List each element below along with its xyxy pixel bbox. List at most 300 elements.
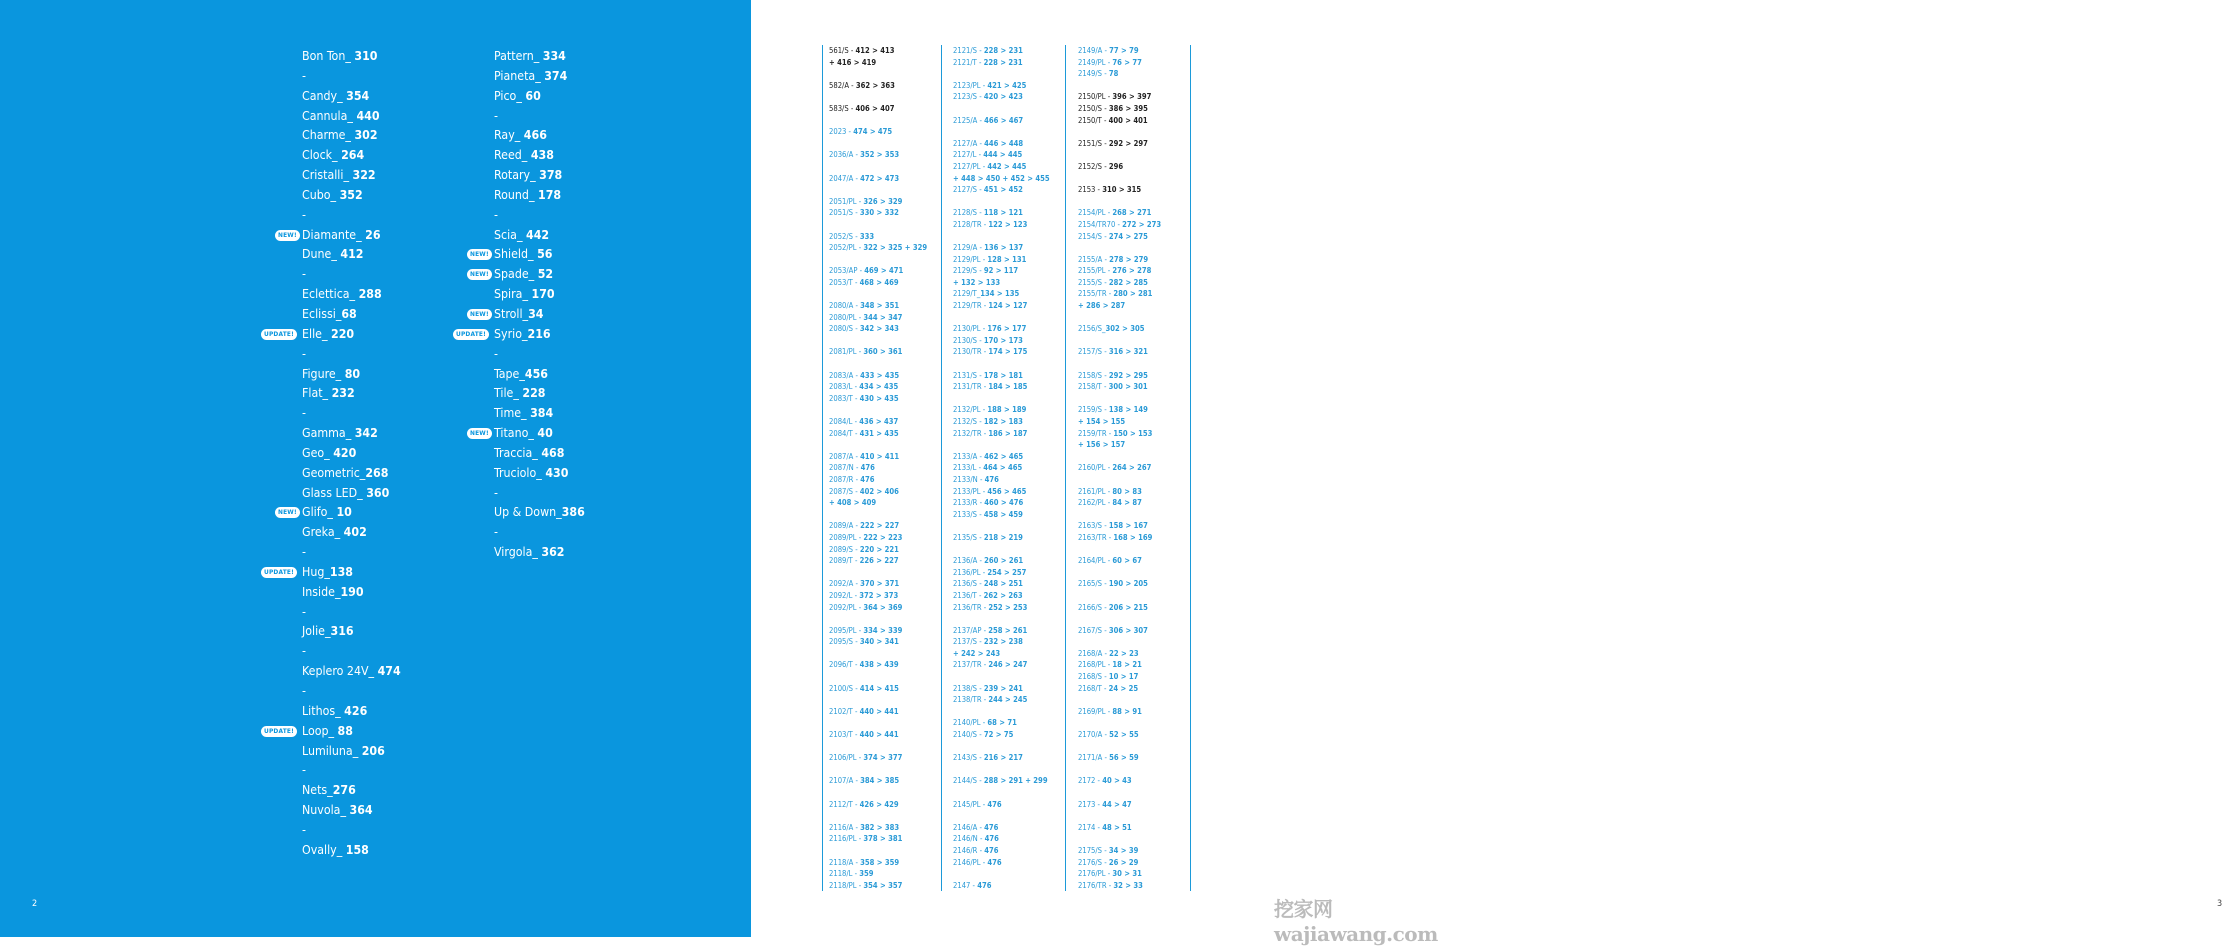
index-gap — [823, 509, 941, 521]
index-row — [823, 659, 941, 671]
index-gap — [1072, 173, 1190, 185]
toc-entry-name: Cristalli_ — [302, 168, 353, 183]
toc-entry-page: 322 — [352, 168, 376, 183]
toc-entry-name: Figure_ — [302, 366, 345, 381]
index-code: 2084/L - — [829, 417, 860, 426]
index-row — [1072, 880, 1190, 892]
toc-entry-name: Nuvola_ — [302, 803, 350, 818]
index-row — [947, 578, 1065, 590]
toc-entry-page: 474 — [377, 664, 401, 679]
toc-entry-name: Eclissi_ — [302, 306, 342, 321]
index-row — [823, 822, 941, 834]
toc-entry-page: 456 — [524, 366, 548, 381]
index-row — [1072, 207, 1190, 219]
index-code: 2087/S - — [829, 486, 860, 496]
index-pages: 10 > 17 — [1108, 672, 1139, 682]
toc-entry — [302, 662, 472, 682]
toc-entry-name: Lithos_ — [302, 703, 345, 718]
index-gap — [1072, 335, 1190, 347]
index-gap — [823, 741, 941, 753]
badge-update: UPDATE! — [261, 726, 297, 737]
index-gap — [947, 196, 1065, 208]
index-pages: 292 > 297 — [1108, 138, 1148, 148]
index-row — [1072, 219, 1190, 231]
index-code: 2171/A - — [1078, 753, 1110, 763]
index-gap — [947, 312, 1065, 324]
index-row — [1072, 578, 1190, 590]
index-code: 2155/A - — [1078, 254, 1110, 264]
toc-entry — [302, 424, 472, 444]
toc-entry-page: 228 — [522, 386, 546, 401]
index-gap — [1072, 590, 1190, 602]
index-pages: 440 > 441 — [859, 706, 899, 716]
toc-entry-name: Charme_ — [302, 128, 355, 143]
index-row — [1072, 659, 1190, 671]
index-row — [947, 404, 1065, 416]
index-pages: 426 > 429 — [859, 799, 899, 809]
toc-entry — [302, 841, 472, 861]
toc-entry-name: Pianeta_ — [494, 68, 545, 83]
index-pages: 476 — [984, 834, 999, 844]
toc-entry — [302, 801, 472, 821]
index-row — [1072, 57, 1190, 69]
toc-entry — [302, 702, 472, 722]
index-pages: 280 > 281 — [1113, 289, 1153, 299]
index-code: 2087/R - — [829, 474, 861, 484]
toc-entry — [278, 503, 472, 523]
index-row — [947, 648, 1065, 660]
index-pages: 340 > 341 — [859, 637, 899, 647]
toc-dash: - — [494, 485, 498, 500]
toc-dash: - — [302, 406, 306, 421]
index-gap — [1072, 764, 1190, 776]
index-pages: + 156 > 157 — [1078, 440, 1126, 450]
toc-entry-name: Inside_ — [302, 584, 341, 599]
index-gap — [947, 68, 1065, 80]
index-row — [947, 799, 1065, 811]
index-code: 2133/N - — [953, 474, 985, 484]
toc-entry-name: Round_ — [494, 187, 538, 202]
index-code: 2174 - — [1078, 822, 1103, 832]
index-code: 2146/PL - — [953, 857, 988, 867]
index-row — [823, 231, 941, 243]
badge-new: NEW! — [275, 230, 300, 241]
toc-entry — [264, 325, 472, 345]
index-gap — [947, 787, 1065, 799]
index-pages: 26 > 29 — [1108, 857, 1139, 867]
index-row — [947, 115, 1065, 127]
index-pages: 292 > 295 — [1108, 370, 1148, 380]
index-pages: 396 > 397 — [1112, 92, 1152, 102]
index-pages: 330 > 332 — [859, 208, 899, 218]
toc-entry-name: Shield_ — [494, 247, 538, 262]
toc-entry-page: 412 — [340, 247, 364, 262]
toc-entry-name: Geometric_ — [302, 465, 366, 480]
toc-entry-page: 268 — [365, 465, 389, 480]
index-gap — [823, 439, 941, 451]
index-row — [1072, 775, 1190, 787]
index-gap — [1072, 358, 1190, 370]
index-row — [823, 45, 941, 57]
index-pages: 176 > 177 — [987, 324, 1027, 334]
index-gap — [823, 648, 941, 660]
index-code: 2083/T - — [829, 393, 860, 403]
index-row — [947, 590, 1065, 602]
toc-entry-page: 88 — [337, 723, 353, 738]
toc-entry-name: Rotary_ — [494, 168, 540, 183]
index-code: 2131/TR - — [953, 382, 989, 392]
index-code: 2129/TR - — [953, 301, 989, 311]
index-code: 2100/S - — [829, 683, 860, 693]
index-row — [1072, 799, 1190, 811]
index-row — [947, 335, 1065, 347]
index-gap — [823, 613, 941, 625]
index-code: 2168/A - — [1078, 648, 1110, 658]
index-code: 2128/TR - — [953, 219, 989, 229]
index-pages: + 286 > 287 — [1078, 301, 1126, 311]
index-row — [1072, 115, 1190, 127]
index-code: 2161/PL - — [1078, 486, 1113, 496]
index-gap — [947, 810, 1065, 822]
index-pages: 334 > 339 — [863, 625, 903, 635]
index-code: 2149/PL - — [1078, 57, 1113, 67]
index-row — [947, 509, 1065, 521]
toc-separator — [302, 603, 472, 623]
index-row — [1072, 346, 1190, 358]
index-code: 2152/S - — [1078, 161, 1109, 171]
toc-entry — [456, 325, 694, 345]
index-pages: 264 > 267 — [1112, 463, 1152, 473]
index-gap — [823, 91, 941, 103]
index-code: 2146/A - — [953, 822, 985, 832]
index-pages: 326 > 329 — [863, 196, 903, 206]
index-code: 2163/S - — [1078, 521, 1109, 531]
toc-entry — [302, 107, 472, 127]
toc-entry-name: Clock_ — [302, 148, 342, 163]
toc-entry — [494, 503, 694, 523]
index-pages: 30 > 31 — [1112, 869, 1142, 879]
index-gap — [947, 126, 1065, 138]
toc-entry — [302, 245, 472, 265]
toc-entry-page: 402 — [343, 525, 367, 540]
index-gap — [1072, 694, 1190, 706]
toc-entry — [494, 365, 694, 385]
index-row — [947, 602, 1065, 614]
index-code: 2150/T - — [1078, 115, 1109, 125]
toc-entry-page: 442 — [526, 227, 550, 242]
index-gap — [947, 613, 1065, 625]
toc-entry-page: 232 — [331, 386, 355, 401]
index-row — [947, 416, 1065, 428]
index-row — [1072, 381, 1190, 393]
index-row — [947, 57, 1065, 69]
index-pages: 362 > 363 — [855, 80, 895, 90]
index-pages: 430 > 435 — [859, 393, 899, 403]
index-pages: 244 > 245 — [988, 695, 1028, 705]
index-row — [947, 207, 1065, 219]
index-pages: 186 > 187 — [988, 428, 1028, 438]
index-pages: 382 > 383 — [860, 822, 900, 832]
index-pages: 300 > 301 — [1108, 382, 1148, 392]
index-code: 2136/A - — [953, 556, 985, 566]
badge-update: UPDATE! — [261, 329, 297, 340]
toc-entry — [302, 484, 472, 504]
index-pages: 60 > 67 — [1112, 556, 1142, 566]
toc-entry-name: Scia_ — [494, 227, 527, 242]
index-pages: 306 > 307 — [1108, 625, 1148, 635]
index-pages: 469 > 471 — [864, 266, 904, 276]
index-pages: 40 > 43 — [1102, 776, 1132, 786]
index-pages: 434 > 435 — [859, 382, 899, 392]
index-row — [1072, 752, 1190, 764]
index-row — [823, 532, 941, 544]
index-code: 2138/S - — [953, 683, 984, 693]
index-code: 2130/S - — [953, 335, 984, 345]
index-code: 2047/A - — [829, 173, 861, 183]
index-pages: 228 > 231 — [983, 57, 1023, 67]
index-pages: 32 > 33 — [1113, 880, 1143, 890]
index-pages: 386 > 395 — [1108, 103, 1148, 113]
toc-entry — [302, 583, 472, 603]
index-gap — [823, 567, 941, 579]
index-code: 2167/S - — [1078, 625, 1109, 635]
toc-entry — [470, 265, 694, 285]
index-pages: 458 > 459 — [983, 509, 1023, 519]
index-code: 2137/S - — [953, 637, 984, 647]
index-column-3 — [1072, 45, 1191, 891]
index-gap — [823, 810, 941, 822]
toc-entry-name: Diamante_ — [302, 227, 366, 242]
toc-separator — [302, 682, 472, 702]
toc-entry — [494, 47, 694, 67]
index-row — [947, 497, 1065, 509]
index-pages: 476 — [987, 799, 1002, 809]
toc-entry-page: 430 — [545, 465, 569, 480]
index-row — [823, 555, 941, 567]
toc-entry-page: 288 — [358, 287, 382, 302]
index-code: 2153 - — [1078, 185, 1103, 195]
index-gap — [823, 219, 941, 231]
index-code: 2112/T - — [829, 799, 860, 809]
index-pages: 348 > 351 — [860, 301, 900, 311]
index-pages: 174 > 175 — [988, 347, 1028, 357]
index-row — [1072, 857, 1190, 869]
watermark-text: 挖家网 wajiawang.com — [1274, 897, 1438, 946]
toc-entry-name: Nets_ — [302, 783, 333, 798]
index-code: 2149/S - — [1078, 69, 1109, 79]
index-row — [823, 242, 941, 254]
index-row — [947, 555, 1065, 567]
index-gap — [947, 544, 1065, 556]
index-pages: 184 > 185 — [988, 382, 1028, 392]
index-code: 2121/T - — [953, 57, 984, 67]
toc-entry-name: Candy_ — [302, 88, 347, 103]
index-row — [1072, 625, 1190, 637]
index-pages: 150 > 153 — [1113, 428, 1153, 438]
index-row — [823, 474, 941, 486]
index-row — [1072, 497, 1190, 509]
index-code: 2083/A - — [829, 370, 861, 380]
index-pages: 206 > 215 — [1108, 602, 1148, 612]
index-pages: 464 > 465 — [983, 463, 1023, 473]
index-gap — [1072, 80, 1190, 92]
toc-entry-name: Titano_ — [494, 426, 538, 441]
index-row — [947, 474, 1065, 486]
index-row — [947, 717, 1065, 729]
toc-entry — [494, 186, 694, 206]
index-code: 2096/T - — [829, 660, 860, 670]
index-code: 2133/R - — [953, 498, 985, 508]
index-pages: 302 > 305 — [1105, 324, 1145, 334]
index-pages: 372 > 373 — [859, 590, 899, 600]
toc-entry-name: Glass LED_ — [302, 485, 367, 500]
index-pages: 84 > 87 — [1112, 498, 1142, 508]
toc-entry-page: 138 — [329, 564, 353, 579]
index-row — [947, 729, 1065, 741]
index-gap — [1072, 126, 1190, 138]
badge-update: UPDATE! — [453, 329, 489, 340]
toc-entry — [494, 404, 694, 424]
index-code: 2169/PL - — [1078, 706, 1113, 716]
index-row — [947, 659, 1065, 671]
index-row — [1072, 277, 1190, 289]
index-row — [947, 486, 1065, 498]
index-pages: 344 > 347 — [863, 312, 903, 322]
toc-entry-page: 386 — [561, 505, 585, 520]
index-code: 2087/N - — [829, 463, 861, 473]
index-code: 2103/T - — [829, 730, 860, 740]
index-pages: 451 > 452 — [983, 185, 1023, 195]
toc-entry-page: 302 — [354, 128, 378, 143]
toc-entry-name: Syrio_ — [494, 326, 528, 341]
index-gap — [1072, 509, 1190, 521]
toc-entry-name: Cubo_ — [302, 187, 340, 202]
index-pages: 322 > 325 + 329 — [863, 243, 928, 253]
toc-entry — [302, 781, 472, 801]
index-code: 2164/PL - — [1078, 556, 1113, 566]
index-code: 2157/S - — [1078, 347, 1109, 357]
toc-entry-name: Traccia_ — [494, 445, 542, 460]
toc-entry-page: 10 — [336, 505, 352, 520]
toc-entry-name: Keplero 24V_ — [302, 664, 378, 679]
index-gap — [1072, 242, 1190, 254]
index-code: 2137/TR - — [953, 660, 989, 670]
index-row — [947, 346, 1065, 358]
toc-entry-page: 158 — [345, 842, 369, 857]
toc-entry-name: Geo_ — [302, 445, 334, 460]
index-code: 2095/PL - — [829, 625, 864, 635]
index-code: 2095/S - — [829, 637, 860, 647]
index-pages: 258 > 261 — [988, 625, 1028, 635]
index-pages: 378 > 381 — [863, 834, 903, 844]
index-gap — [1072, 636, 1190, 648]
index-row — [823, 126, 941, 138]
index-code: 2089/PL - — [829, 532, 864, 542]
index-code: 2140/PL - — [953, 718, 988, 728]
index-row — [823, 207, 941, 219]
toc-separator — [494, 523, 694, 543]
index-row — [823, 416, 941, 428]
index-code: 2155/TR - — [1078, 289, 1114, 299]
index-pages: 333 — [859, 231, 875, 241]
index-pages: 124 > 127 — [988, 301, 1028, 311]
index-row — [823, 370, 941, 382]
index-row — [947, 138, 1065, 150]
toc-separator — [302, 206, 472, 226]
toc-entry — [278, 226, 472, 246]
left-page-blue — [0, 0, 751, 937]
index-gap — [1072, 810, 1190, 822]
index-gap — [1072, 613, 1190, 625]
toc-separator — [302, 821, 472, 841]
index-row — [947, 833, 1065, 845]
index-code: 2080/A - — [829, 301, 861, 311]
index-row — [1072, 45, 1190, 57]
index-gap — [947, 741, 1065, 753]
index-row — [823, 103, 941, 115]
index-row — [1072, 648, 1190, 660]
index-pages: 288 > 291 + 299 — [983, 776, 1048, 786]
index-code: 2159/S - — [1078, 405, 1109, 415]
index-row — [947, 370, 1065, 382]
index-row — [947, 219, 1065, 231]
index-pages: 456 > 465 — [987, 486, 1027, 496]
toc-entry-name: Glifo_ — [302, 505, 337, 520]
index-row — [823, 451, 941, 463]
index-code: 2176/S - — [1078, 857, 1109, 867]
index-row — [823, 857, 941, 869]
index-pages: 190 > 205 — [1108, 579, 1148, 589]
index-code: 2168/S - — [1078, 672, 1109, 682]
index-code: 2121/S - — [953, 46, 984, 55]
index-row — [1072, 103, 1190, 115]
index-row — [947, 149, 1065, 161]
index-row — [823, 880, 941, 892]
index-row — [823, 497, 941, 509]
index-row — [1072, 671, 1190, 683]
toc-entry-page: 468 — [541, 445, 565, 460]
toc-entry — [470, 245, 694, 265]
index-pages: 460 > 476 — [984, 498, 1024, 508]
toc-entry-page: 80 — [344, 366, 361, 381]
index-row — [823, 729, 941, 741]
toc-dash: - — [302, 763, 306, 778]
toc-dash: - — [494, 525, 498, 540]
index-pages: 22 > 23 — [1109, 648, 1139, 658]
index-pages: + 408 > 409 — [829, 498, 877, 508]
toc-entry-name: Lumiluna_ — [302, 743, 362, 758]
index-row — [1072, 486, 1190, 498]
index-gap — [1072, 196, 1190, 208]
index-code: 2156/S_ — [1078, 324, 1106, 334]
index-code: 2176/PL - — [1078, 869, 1113, 879]
index-code: 2052/PL - — [829, 243, 864, 253]
index-row — [1072, 370, 1190, 382]
index-row — [823, 775, 941, 787]
toc-entry-page: 216 — [527, 326, 551, 341]
index-code: 2080/S - — [829, 324, 860, 334]
index-pages: 254 > 257 — [987, 567, 1027, 577]
index-gap — [1072, 787, 1190, 799]
index-code: 2092/PL - — [829, 602, 864, 612]
toc-separator — [302, 543, 472, 563]
index-row — [1072, 729, 1190, 741]
index-pages: 414 > 415 — [859, 683, 899, 693]
toc-dash: - — [302, 545, 306, 560]
toc-dash: - — [302, 207, 306, 222]
toc-separator — [302, 404, 472, 424]
index-pages: 218 > 219 — [983, 532, 1023, 542]
